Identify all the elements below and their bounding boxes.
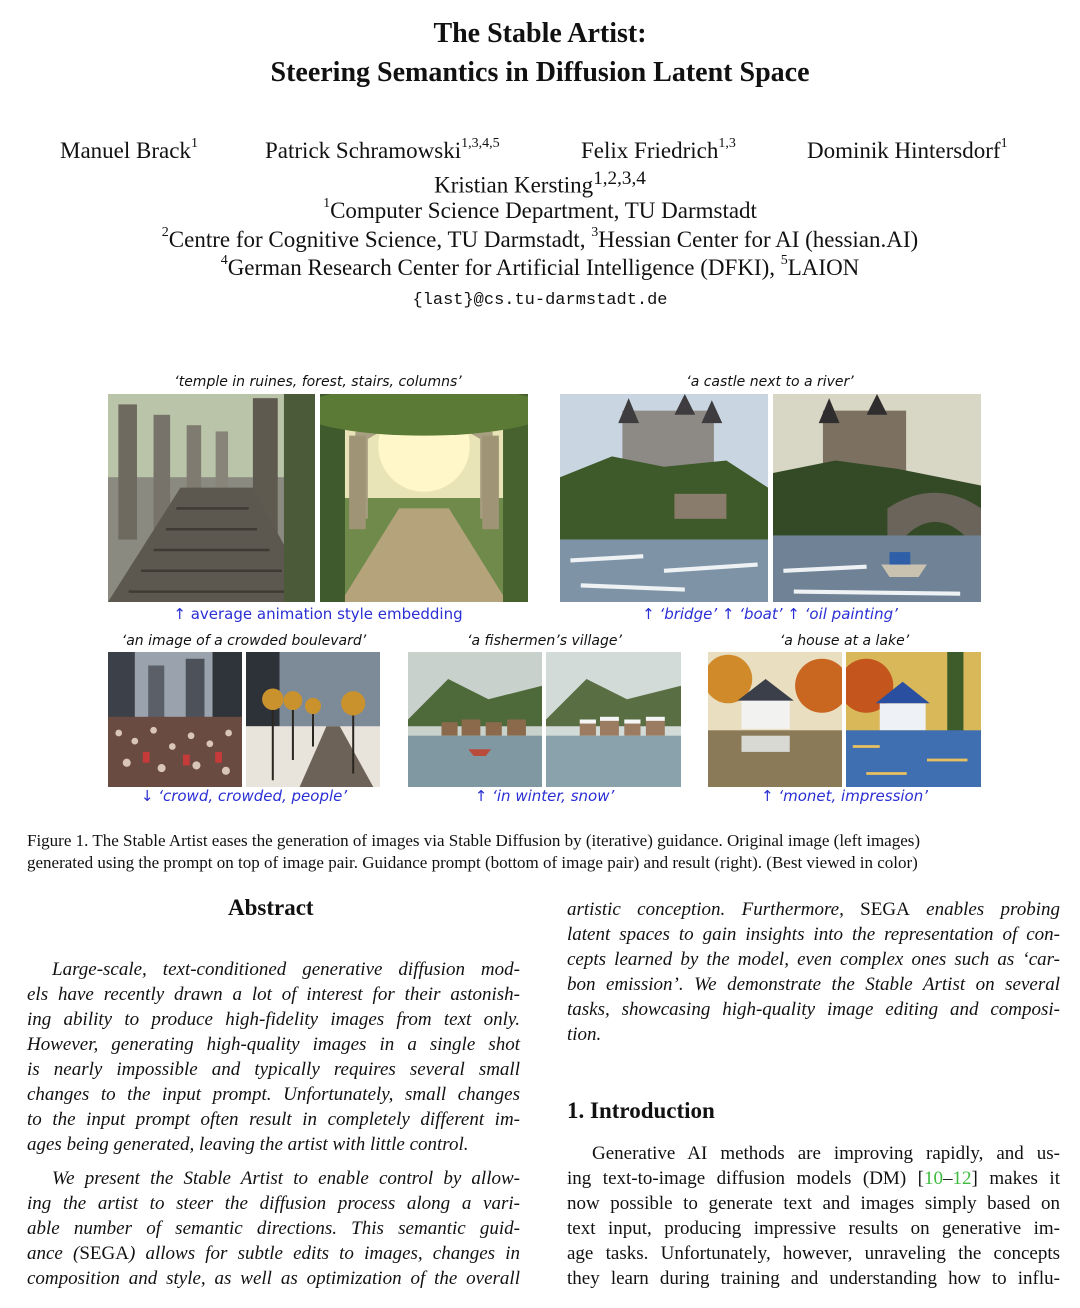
paper-title-line-1: The Stable Artist: xyxy=(433,18,647,49)
panel-5-prompt: ‘a house at a lake’ xyxy=(779,633,910,649)
author-3: Felix Friedrich$^{1,3}$ xyxy=(581,136,736,163)
author-2: Patrick Schramowski$^{1,3,4,5}$ xyxy=(265,136,500,163)
boulevard-original-image xyxy=(108,652,242,787)
abstract-heading: Abstract xyxy=(228,895,314,920)
affiliation-line-3: $^4$German Research Center for Artificial Intelligence (DFKI), $^5$LAION xyxy=(220,253,860,280)
panel-1-guidance: ↑ average animation style embedding xyxy=(173,605,463,623)
panel-2-prompt: ‘a castle next to a river’ xyxy=(686,374,854,390)
affiliation-line-2: $^2$Centre for Cognitive Science, TU Darmstadt, $^3$Hessian Center for AI (hessian.AI) xyxy=(161,225,919,252)
panel-4-guidance: ↑ ‘in winter, snow’ xyxy=(474,787,615,805)
contact-email: {last}@cs.tu-darmstadt.de xyxy=(412,291,668,310)
introduction-paragraph: Generative AI methods are improving rapidly, and us- ing text-to-image diffusion models (DM) [10–12] makes it now possible to generate text and images simply based on text input, producing impressive results on generative im- age tasks. Unfortunately, however, unraveling the concepts they learn during training and understanding how to influ- xyxy=(567,1143,1060,1289)
temple-edited-image xyxy=(320,394,528,602)
castle-original-image xyxy=(560,394,768,602)
author-5: Kristian Kersting$^{1,2,3,4}$ xyxy=(434,168,646,198)
boulevard-edited-image xyxy=(246,652,380,787)
lakehouse-edited-image xyxy=(846,652,981,787)
citation-link[interactable]: 10 xyxy=(924,1168,944,1189)
temple-original-image xyxy=(108,394,315,602)
author-1: Manuel Brack$^1$ xyxy=(60,136,198,163)
affiliation-line-1: $^1$Computer Science Department, TU Darmstadt xyxy=(323,196,757,223)
introduction-heading: 1. Introduction xyxy=(567,1098,715,1123)
village-edited-image xyxy=(546,652,681,787)
panel-2-guidance: ↑ ‘bridge’ ↑ ‘boat’ ↑ ‘oil painting’ xyxy=(642,605,898,623)
panel-1-prompt: ‘temple in ruines, forest, stairs, columns’ xyxy=(174,374,462,390)
panel-5-guidance: ↑ ‘monet, impression’ xyxy=(760,787,928,805)
panel-3-prompt: ‘an image of a crowded boulevard’ xyxy=(121,633,367,649)
abstract-paragraph-3: artistic conception. Furthermore, SEGA enables probing latent spaces to gain insights into the representation of con- cepts learned by the model, even complex ones such as ‘car- bon emission’. We demonstrate the Stable Artist on several tasks, showcasing high-quality image editing and composi- tion. xyxy=(567,899,1060,1045)
castle-edited-image xyxy=(773,394,981,602)
author-4: Dominik Hintersdorf$^1$ xyxy=(807,136,1008,163)
panel-3-guidance: ↓ ‘crowd, crowded, people’ xyxy=(140,787,348,805)
abstract-paragraph-1: Large-scale, text-conditioned generative diffusion mod- els have recently drawn a lot of interest for their astonish- ing ability to produce high-fidelity images from text only. However, generating high-quality images in a single shot is nearly impossible and typically requires several small changes to the input prompt. Unfortunately, small changes to the input prompt often result in completely different im- ages being generated, leaving the artist with little control. xyxy=(27,959,520,1155)
paper-title-line-2: Steering Semantics in Diffusion Latent Space xyxy=(270,57,810,88)
village-original-image xyxy=(408,652,542,787)
figure-caption: Figure 1. The Stable Artist eases the generation of images via Stable Diffusion by (iterative) guidance. Original image (left images) generated using the prompt on top of image pair. Guidance prompt (bottom of image pair) and result (right). (Best viewed in color) xyxy=(27,831,921,872)
lakehouse-original-image xyxy=(708,652,842,787)
panel-4-prompt: ‘a fishermen’s village’ xyxy=(467,633,622,649)
citation-link[interactable]: 12 xyxy=(952,1168,972,1189)
abstract-paragraph-2: We present the Stable Artist to enable control by allow- ing the artist to steer the diffusion process along a vari- able number of semantic directions. This semantic guid- ance (SEGA) allows for subtle edits to images, changes in composition and style, as well as optimization of the overall xyxy=(27,1168,520,1289)
